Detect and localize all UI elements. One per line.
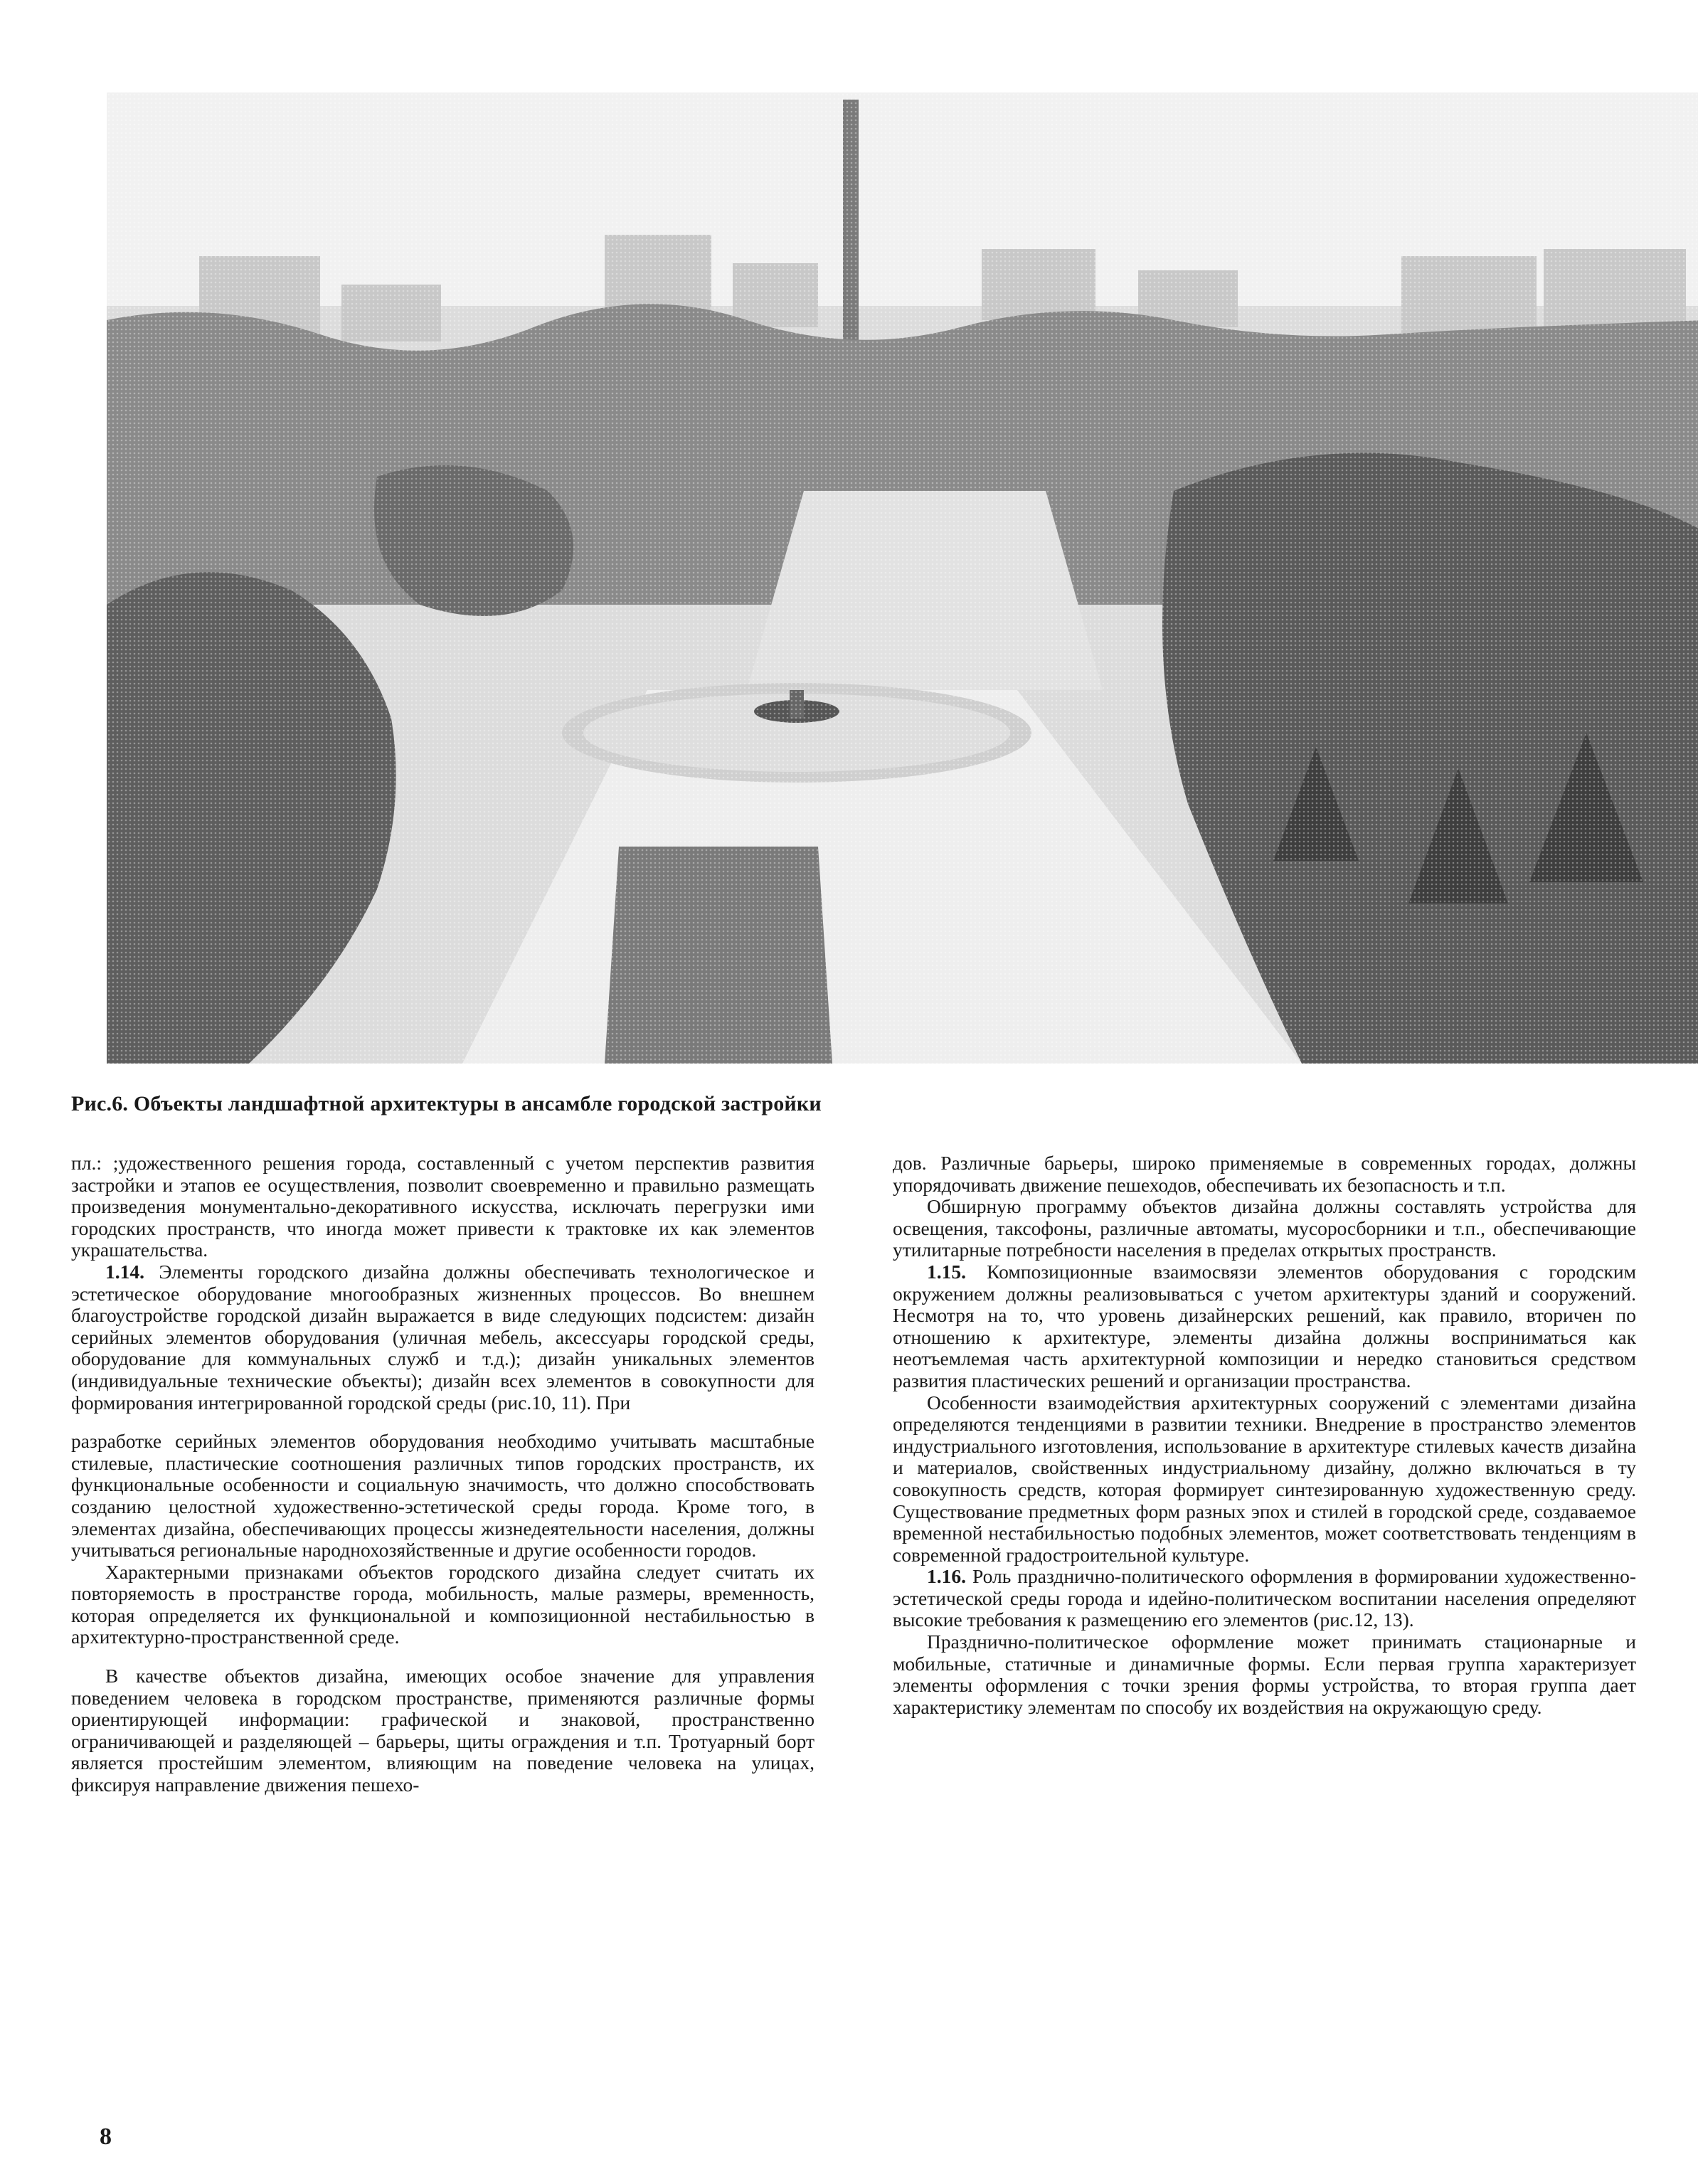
paragraph: пл.: ;удожественного решения города, составленный с учетом перспектив развития застройки и этапов ее осуществления, позволит своевременно и правильно размещать произведения монументально-декоративного искусства, исключать перегрузки ими городских пространств, что иногда может привести к трактовке их как элементов украшательства.	[71, 1152, 814, 1261]
section-number: 1.15.	[927, 1260, 966, 1283]
paragraph-1-16: 1.16. Роль празднично-политического оформления в формировании художественно-эстетической среды города и идейно-политическом воспитании населения определяют высокие требования к размещению его элементов (рис.12, 13).	[893, 1565, 1636, 1631]
paragraph: В качестве объектов дизайна, имеющих особое значение для управления поведением человека в городском пространстве, применяются различные формы ориентирующей информации: графической и знаковой, пространственно ограничивающей и разделяющей – барьеры, щиты ограждения и т.п. Тротуарный борт является простейшим элементом, влияющим на поведение человека на улицах, фиксируя направление движения пешехо-	[71, 1665, 814, 1796]
paragraph: Характерными признаками объектов городского дизайна следует считать их повторяемость в пространстве города, мобильность, малые размеры, временность, которая определяется их функциональной и композиционной нестабильностью в архитектурно-пространственной среде.	[71, 1560, 814, 1648]
paragraph: Особенности взаимодействия архитектурных сооружений с элементами дизайна определяются тенденциями в развитии техники. Внедрение в пространство элементов индустриального изготовления, использование в архитектуре стилевых качеств дизайна и материалов, свойственных индустриальному дизайну, должно включаться в ту совокупность средств, которая формирует синтезированную художественную среду. Существование предметных форм разных эпох и стилей в городской среде, создаваемое временной нестабильностью подобных элементов, может соответствовать тенденциям в современной градостроительной культуре.	[893, 1391, 1636, 1566]
paragraph: разработке серийных элементов оборудования необходимо учитывать масштабные стилевые, пластические соотношения различных типов городских пространств, их функциональные особенности и социальную значимость, что должно способствовать созданию целостной художественно-эстетической среды города. Кроме того, в элементах дизайна, обеспечивающих процессы жизнедеятельности населения, должны учитываться региональные народнохозяйственные и другие особенности городов.	[71, 1430, 814, 1562]
paragraph: дов. Различные барьеры, широко применяемые в современных городах, должны упорядочивать движение пешеходов, обеспечивать их безопасность и т.п.	[893, 1152, 1636, 1196]
paragraph-1-14: 1.14. Элементы городского дизайна должны обеспечивать технологическое и эстетическое оборудование многообразных жизненных процессов. Во внешнем благоустройстве городской дизайн выражается в виде следующих подсистем: дизайн серийных элементов оборудования (уличная мебель, аксессуары городской среды, оборудование для коммунальных служб и т.д.); дизайн уникальных элементов (индивидуальные технические объекты); дизайн всех элементов в совокупности для формирования интегрированной городской среды (рис.10, 11). При	[71, 1260, 814, 1414]
figure-caption: Рис.6. Объекты ландшафтной архитектуры в ансамбле городской застройки	[71, 1092, 822, 1115]
section-number: 1.14.	[105, 1260, 144, 1283]
left-text-column	[71, 1152, 814, 1796]
paragraph-1-15: 1.15. Композиционные взаимосвязи элементов оборудования с городским окружением должны реализовываться с учетом архитектуры зданий и сооружений. Несмотря на то, что уровень дизайнерских решений, как правило, вторичен по отношению к архитектуре, элементы дизайна должны восприниматься как неотъемлемая часть архитектурной композиции и нередко становиться средством развития пластических решений и организации пространства.	[893, 1260, 1637, 1391]
paragraph: Празднично-политическое оформление может принимать стационарные и мобильные, статичные и динамичные формы. Если первая группа характеризует элементы оформления с точки зрения формы устройства, то вторая группа дает характеристику элементам по способу их воздействия на окружающую среду.	[893, 1631, 1636, 1718]
park-square-photo	[107, 92, 1698, 1064]
page-number: 8	[100, 2124, 112, 2150]
paragraph: Обширную программу объектов дизайна должны составлять устройства для освещения, таксофоны, различные автоматы, мусоросборники и т.п., обеспечивающие утилитарные потребности населения в пределах открытых пространств.	[893, 1195, 1636, 1261]
section-number: 1.16.	[927, 1565, 966, 1588]
figure-photo	[107, 92, 1698, 1064]
right-text-column	[893, 1152, 1636, 1718]
